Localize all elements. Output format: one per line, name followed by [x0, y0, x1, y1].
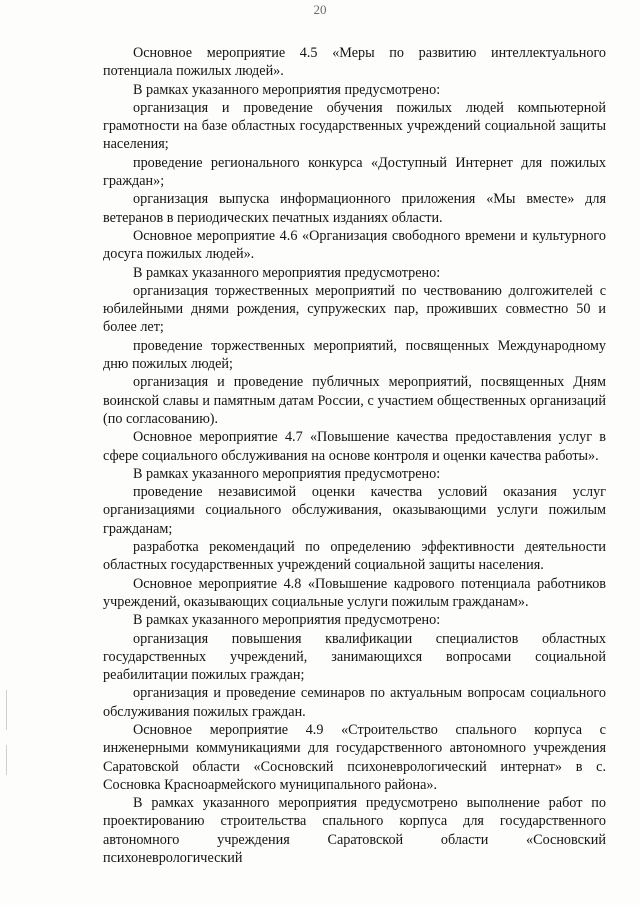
paragraph: В рамках указанного мероприятия предусмотрено:: [133, 612, 441, 629]
page-number: 20: [313, 2, 327, 17]
paragraph: Основное мероприятие 4.6 «Организация свободного времени и культурного досуга пожилых людей».: [103, 227, 606, 263]
paragraph: организация и проведение обучения пожилых людей компьютерной грамотности на базе областных государственных учреждений социальной защиты населения;: [103, 99, 606, 153]
paragraph: организация и проведение публичных мероприятий, посвященных Дням воинской славы и памятным датам России, с участием общественных организаций (по согласованию).: [103, 374, 606, 427]
paragraph: разработка рекомендаций по определению эффективности деятельности областных государственных учреждений социальной защиты населения.: [103, 539, 606, 574]
paragraph: Основное мероприятие 4.8 «Повышение кадрового потенциала работников учреждений, оказывающих социальные услуги пожилым гражданам».: [103, 575, 606, 610]
paragraph: организация торжественных мероприятий по чествованию долгожителей с юбилейными днями рождения, супружеских пар, проживших совместно 50 и более лет;: [103, 282, 606, 336]
paragraph: В рамках указанного мероприятия предусмотрено выполнение работ по проектированию строительства спального корпуса для государственного автономного учреждения Саратовской области «Сосновский психоневрологический: [103, 795, 606, 867]
paragraph: организация повышения квалификации специалистов областных государственных учреждений, занимающихся вопросами социальной реабилитации пожилых граждан;: [103, 630, 606, 684]
paragraph: организация выпуска информационного приложения «Мы вместе» для ветеранов в периодических печатных изданиях области.: [103, 191, 606, 226]
paragraph: В рамках указанного мероприятия предусмотрено:: [133, 264, 441, 281]
paragraph: Основное мероприятие 4.7 «Повышение качества предоставления услуг в сфере социального обслуживания на основе контроля и оценки качества работы».: [103, 429, 606, 464]
paragraph: организация и проведение семинаров по актуальным вопросам социального обслуживания пожилых граждан.: [103, 685, 606, 720]
paragraph: В рамках указанного мероприятия предусмотрено:: [133, 81, 441, 98]
paragraph: проведение независимой оценки качества условий оказания услуг организациями социального обслуживания, оказывающими услуги пожилым гражданам;: [103, 484, 606, 537]
paragraph: проведение торжественных мероприятий, посвященных Международному дню пожилых людей;: [103, 337, 606, 373]
paragraph: В рамках указанного мероприятия предусмотрено:: [133, 465, 441, 482]
paragraph: проведение регионального конкурса «Доступный Интернет для пожилых граждан»;: [103, 154, 606, 190]
scan-edge-mark: [6, 745, 7, 775]
paragraph: Основное мероприятие 4.5 «Меры по развитию интеллектуального потенциала пожилых людей».: [103, 45, 606, 80]
scan-edge-mark: [6, 690, 7, 730]
paragraph: Основное мероприятие 4.9 «Строительство спального корпуса с инженерными коммуникациями для государственного автономного учреждения Саратовской области «Сосновский психоневрологический интернат» в с. Сосновка Краснoармейского муниципального района».: [103, 721, 606, 793]
document-body: [103, 44, 606, 867]
